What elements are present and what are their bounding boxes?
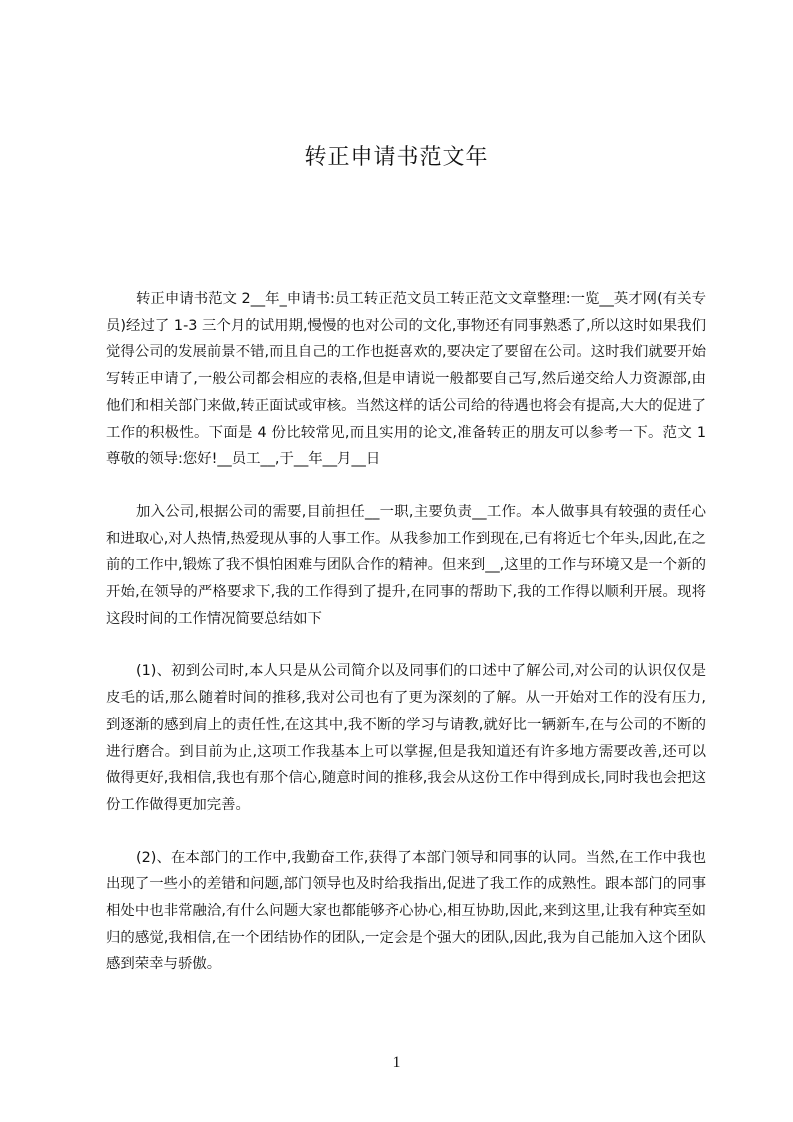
paragraph-intro: 转正申请书范文 2__年_申请书:员工转正范文员工转正范文文章整理:一览__英才网(有关专员)经过了 1-3 三个月的试用期,慢慢的也对公司的文化,事物还有同事熟悉了,所以这时如果我们觉得公司的发展前景不错,而且自己的工作也挺喜欢的,要决定了要留在公司。这时我们就要开始写转正申请了,一般公司都会相应的表格,但是申请说一般都要自己写,然后递交给人力资源部,由他们和相关部门来做,转正面试或审核。当然这样的话公司给的待遇也将会有提高,大大的促进了工作的积极性。下面是 4 份比较常见,而且实用的论文,准备转正的朋友可以参考一下。范文 1 尊敬的领导:您好!__员工__,于__年__月__日 bbox=[106, 291, 706, 468]
paragraph-point-1: (1)、初到公司时,本人只是从公司简介以及同事们的口述中了解公司,对公司的认识仅仅是皮毛的话,那么随着时间的推移,我对公司也有了更为深刻的了解。从一开始对工作的没有压力,到逐渐的感到肩上的责任性,在这其中,我不断的学习与请教,就好比一辆新车,在与公司的不断的进行磨合。到目前为止,这项工作我基本上可以掌握,但是我知道还有许多地方需要改善,还可以做得更好,我相信,我也有那个信心,随意时间的推移,我会从这份工作中得到成长,同时我也会把这份工作做得更加完善。 bbox=[106, 663, 706, 813]
page-number: 1 bbox=[392, 1054, 401, 1071]
document-body bbox=[106, 286, 706, 1004]
paragraph-joining: 加入公司,根据公司的需要,目前担任__一职,主要负责__工作。本人做事具有较强的责任心和进取心,对人热情,热爱现从事的人事工作。从我参加工作到现在,已有将近七个年头,因此,在之前的工作中,锻炼了我不惧怕困难与团队合作的精神。但来到__,这里的工作与环境又是一个新的开始,在领导的严格要求下,我的工作得到了提升,在同事的帮助下,我的工作得以顺利开展。现将这段时间的工作情况简要总结如下 bbox=[106, 503, 706, 627]
document-title: 转正申请书范文年 bbox=[304, 145, 489, 170]
paragraph-point-2: (2)、在本部门的工作中,我勤奋工作,获得了本部门领导和同事的认同。当然,在工作中我也出现了一些小的差错和问题,部门领导也及时给我指出,促进了我工作的成熟性。跟本部门的同事相处中也非常融洽,有什么问题大家也都能够齐心协心,相互协助,因此,来到这里,让我有种宾至如归的感觉,我相信,在一个团结协作的团队,一定会是个强大的团队,因此,我为自己能加入这个团队感到荣幸与骄傲。 bbox=[106, 849, 706, 973]
